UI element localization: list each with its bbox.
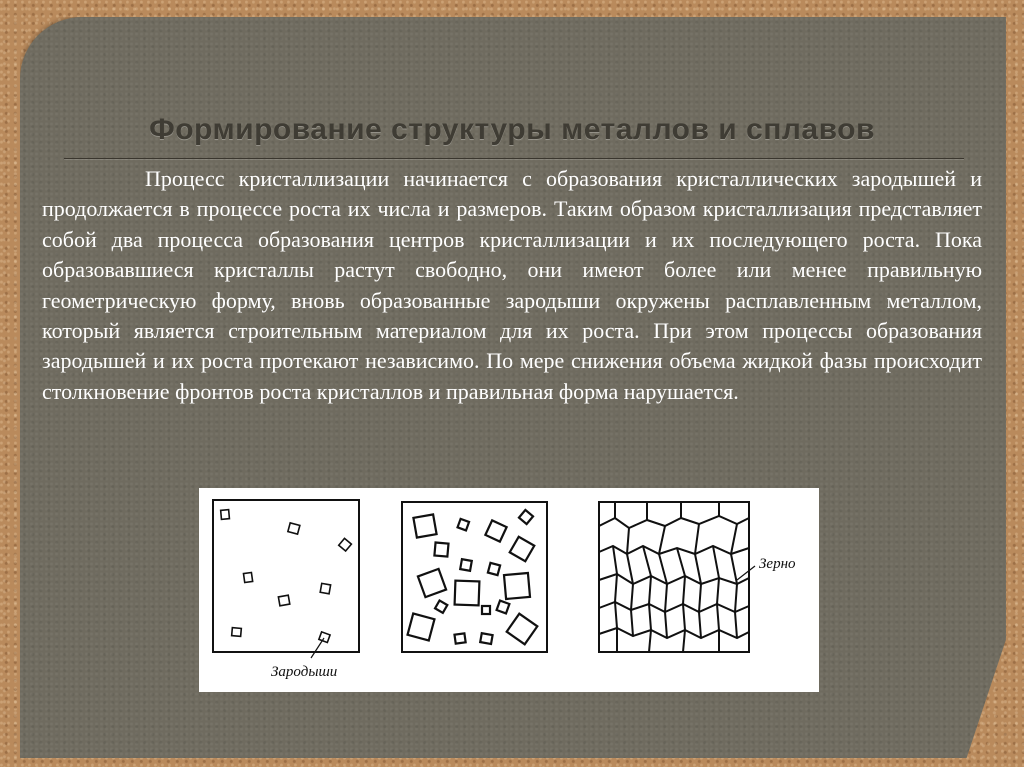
nuclei-group <box>221 510 352 643</box>
crystallization-figure <box>199 488 819 692</box>
growing-crystals-group <box>408 510 538 644</box>
label-grain: Зерно <box>759 556 796 572</box>
grain-pointer <box>737 566 755 580</box>
grain-network <box>599 502 749 652</box>
label-nuclei: Зародыши <box>271 664 338 680</box>
slide-title: Формирование структуры металлов и сплавов <box>149 113 875 146</box>
nuclei-pointer <box>311 638 324 658</box>
title-divider <box>64 158 964 159</box>
panel-growth-frame <box>402 502 547 652</box>
panel-nuclei-frame <box>213 500 359 652</box>
body-paragraph: Процесс кристаллизации начинается с образования кристаллических зародышей и продолжается в процессе роста их числа и размеров. Таким образом кристаллизация представляет собой два процесса образования центров кристаллизации и их последующего роста. Пока образовавшиеся кристаллы растут свободно, они имеют более или менее правильную геометрическую форму, вновь образованные зародыши окружены расплавленным металлом, который является строительным материалом для их роста. При этом процессы образования зародышей и их роста протекают независимо. По мере снижения объема жидкой фазы происходит столкновение фронтов роста кристаллов и правильная форма нарушается. <box>42 166 982 404</box>
crystallization-diagram <box>199 488 819 692</box>
